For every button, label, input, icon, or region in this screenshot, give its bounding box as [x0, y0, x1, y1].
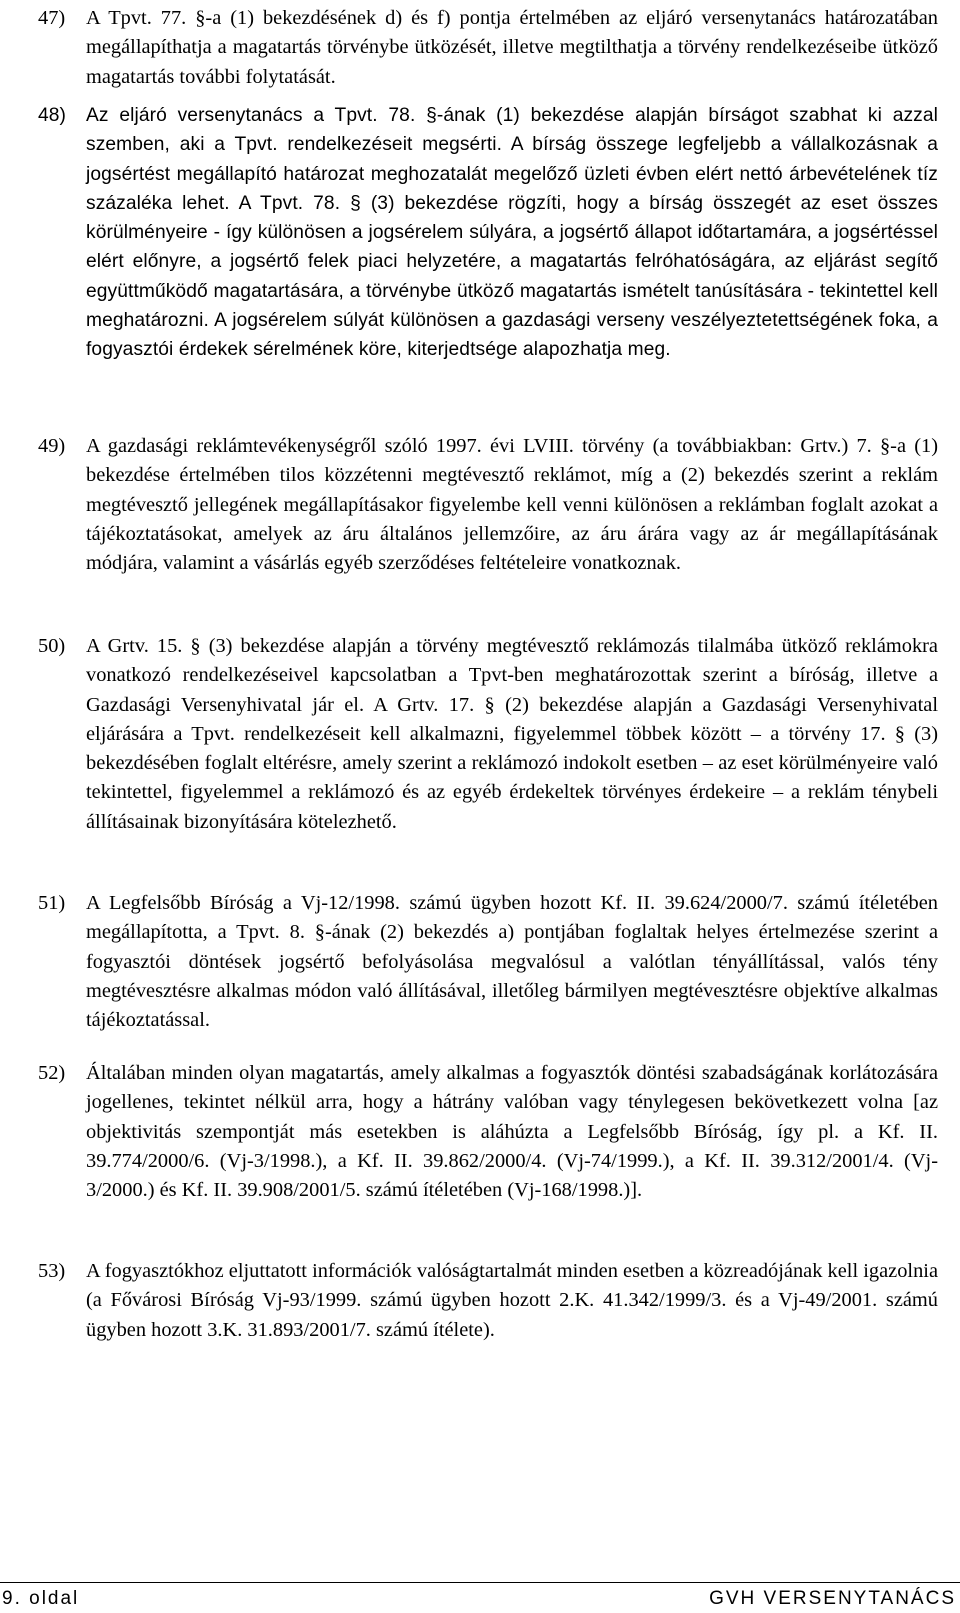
paragraph-text: Általában minden olyan magatartás, amely alkalmas a fogyasztók döntési szabadságának korlátozására jogellenes, tekintet nélkül arra, hogy a hátrány valóban vagy ténylegesen bekövetkezett volna [az objektivitás szempontját más esetekben is aláhúzta a Legfelsőbb Bíróság, így pl. a Kf. II. 39.774/2000/6. (Vj-3/1998.), a Kf. II. 39.862/2000/4. (Vj-74/1999.), a Kf. II. 39.312/2001/4. (Vj-3/2000.) és Kf. II. 39.908/2001/5. számú ítéletében (Vj-168/1998.)].: [86, 1062, 938, 1202]
paragraph-number: 49): [38, 435, 66, 457]
paragraph-47: [38, 4, 938, 92]
paragraph-text: Az eljáró versenytanács a Tpvt. 78. §-ának (1) bekezdése alapján bírságot szabhat ki azzal szemben, aki a Tpvt. rendelkezéseit megsérti. A bírság összege legfeljebb a vállalkozásnak a jogsértést megállapító határozat meghozatalát megelőző üzleti évben elért nettó árbevételének tíz százaléka lehet. A Tpvt. 78. § (3) bekezdése rögzíti, hogy a bírság összegét az eset összes körülményeire - így különösen a jogsérelem súlyára, a jogsértő állapot időtartamára, a jogsértéssel elért előnyre, a jogsértő felek piaci helyzetére, a magatartás felróhatóságára, az eljárást segítő együttműködő magatartására, a törvénybe ütköző magatartás ismételt tanúsítására - tekintettel kell meghatározni. A jogsérelem súlyát különösen a gazdasági verseny veszélyeztetettségének foka, a fogyasztói érdekek sérelmének köre, kiterjedtsége alapozhatja meg.: [86, 105, 938, 361]
paragraph-number: 50): [38, 635, 66, 657]
paragraph-text: A Tpvt. 77. §-a (1) bekezdésének d) és f) pontja értelmében az eljáró versenytanács határozatában megállapíthatja a magatartás törvénybe ütközését, illetve megtilthatja a törvény rendelkezéseibe ütköző magatartás további folytatását.: [86, 7, 938, 88]
paragraph-50: [38, 632, 938, 837]
paragraph-text: A Legfelsőbb Bíróság a Vj-12/1998. számú ügyben hozott Kf. II. 39.624/2000/7. számú ítéletében megállapította, a Tpvt. 8. §-ának (2) bekezdés a) pontjában foglaltak helyes értelmezése szerint a fogyasztói döntések jogsértő befolyásolása megvalósul a valótlan tényállítással, valós tény megtévesztésre alkalmas módon való állításával, illetőleg bármilyen megtévesztésre objektíve alkalmas tájékoztatással.: [86, 892, 938, 1032]
paragraph-number: 52): [38, 1062, 66, 1084]
paragraph-51: [38, 889, 938, 1035]
paragraph-number: 53): [38, 1260, 66, 1282]
paragraph-number: 48): [38, 105, 67, 126]
paragraph-52: [38, 1059, 938, 1205]
paragraph-text: A Grtv. 15. § (3) bekezdése alapján a törvény megtévesztő reklámozás tilalmába ütköző reklámokra vonatkozó rendelkezéseivel kapcsolatban a Tpvt-ben meghatározottak szerint a bíróság, illetve a Gazdasági Versenyhivatal jár el. A Grtv. 17. § (2) bekezdése alapján a Gazdasági Versenyhivatal eljárására a Tpvt. rendelkezéseit kell alkalmazni, figyelemmel többek között – a törvény 17. § (3) bekezdésében foglalt eltérésre, amely szerint a reklámozó indokolt esetben – az eset körülményeire való tekintettel, figyelemmel a reklámozó és az egyéb érdekeltek törvényes érdekeire – a reklám ténybeli állításainak bizonyítására kötelezhető.: [86, 635, 938, 833]
paragraph-text: A gazdasági reklámtevékenységről szóló 1997. évi LVIII. törvény (a továbbiakban: Grtv.) 7. §-a (1) bekezdése értelmében tilos közzétenni megtévesztő reklámot, míg a (2) bekezdés szerint a reklám megtévesztő jellegének megállapításakor figyelembe kell venni különösen a reklámban foglalt azokat a tájékoztatásokat, amelyek az áru általános jellemzőire, az áru árára vagy az ár megállapításának módjára, valamint a vásárlás egyéb szerződéses feltételeire vonatkoznak.: [86, 435, 938, 575]
paragraph-48: [38, 101, 938, 365]
paragraph-number: 47): [38, 7, 66, 29]
paragraph-number: 51): [38, 892, 66, 914]
paragraph-53: [38, 1257, 938, 1345]
footer-page-number: 9. oldal: [2, 1588, 80, 1609]
footer-divider: [0, 1582, 960, 1583]
footer-organization: GVH VERSENYTANÁCS: [709, 1588, 956, 1609]
paragraph-49: [38, 432, 938, 578]
paragraph-text: A fogyasztókhoz eljuttatott információk valóságtartalmát minden esetben a közreadójának kell igazolnia (a Fővárosi Bíróság Vj-93/1999. számú ügyben hozott 2.K. 41.342/1999/3. és a Vj-49/2001. számú ügyben hozott 3.K. 31.893/2001/7. számú ítélete).: [86, 1260, 938, 1341]
